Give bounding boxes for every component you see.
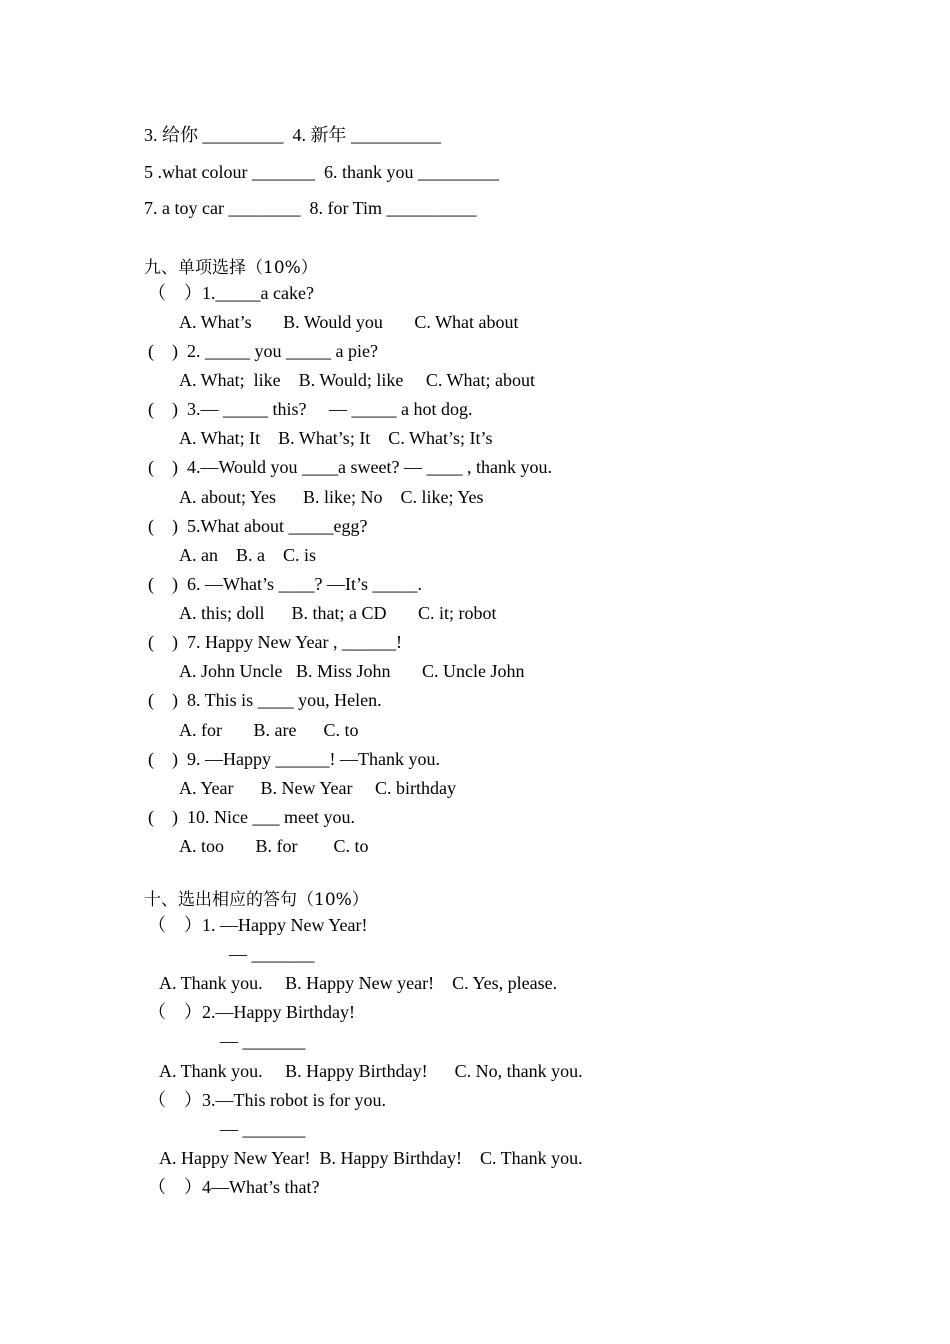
section-heading: 九、单项选择（10%）	[144, 258, 318, 278]
question-options: A. Thank you. B. Happy Birthday! C. No, thank you.	[159, 1061, 583, 1081]
translate-line-2: 5 .what colour _______ 6. thank you _________	[144, 162, 499, 182]
question-text: （ ）1._____a cake?	[148, 283, 314, 303]
question-text: ( ) 7. Happy New Year , ______!	[148, 632, 402, 652]
answer-blank: — _______	[220, 1119, 306, 1139]
question-text: （ ）2.—Happy Birthday!	[148, 1002, 355, 1022]
question-text: ( ) 4.—Would you ____a sweet? — ____ , thank you.	[148, 457, 552, 477]
question-options: A. Year B. New Year C. birthday	[179, 778, 456, 798]
answer-blank: — _______	[229, 944, 315, 964]
question-options: A. Happy New Year! B. Happy Birthday! C. Thank you.	[159, 1148, 583, 1168]
question-text: （ ）3.—This robot is for you.	[148, 1090, 386, 1110]
question-options: A. Thank you. B. Happy New year! C. Yes, please.	[159, 973, 558, 993]
question-options: A. What; like B. Would; like C. What; about	[179, 370, 536, 390]
question-text: ( ) 9. —Happy ______! —Thank you.	[148, 749, 440, 769]
question-text: ( ) 6. —What’s ____? —It’s _____.	[148, 574, 422, 594]
translate-line-1: 3. 给你 _________ 4. 新年 __________	[144, 125, 441, 145]
question-text: （ ）1. —Happy New Year!	[148, 915, 368, 935]
question-options: A. too B. for C. to	[179, 836, 369, 856]
question-options: A. What; It B. What’s; It C. What’s; It’s	[179, 428, 493, 448]
question-options: A. about; Yes B. like; No C. like; Yes	[179, 487, 484, 507]
question-options: A. John Uncle B. Miss John C. Uncle John	[179, 661, 525, 681]
question-text: ( ) 10. Nice ___ meet you.	[148, 807, 355, 827]
section-heading: 十、选出相应的答句（10%）	[144, 890, 369, 910]
question-options: A. this; doll B. that; a CD C. it; robot	[179, 603, 497, 623]
question-text: ( ) 3.— _____ this? — _____ a hot dog.	[148, 399, 473, 419]
question-options: A. for B. are C. to	[179, 720, 359, 740]
answer-blank: — _______	[220, 1031, 306, 1051]
question-text: ( ) 5.What about _____egg?	[148, 516, 368, 536]
question-text: （ ）4—What’s that?	[148, 1177, 320, 1197]
question-options: A. an B. a C. is	[179, 545, 316, 565]
question-text: ( ) 8. This is ____ you, Helen.	[148, 690, 382, 710]
translate-line-3: 7. a toy car ________ 8. for Tim __________	[144, 198, 477, 218]
question-options: A. What’s B. Would you C. What about	[179, 312, 519, 332]
question-text: ( ) 2. _____ you _____ a pie?	[148, 341, 378, 361]
